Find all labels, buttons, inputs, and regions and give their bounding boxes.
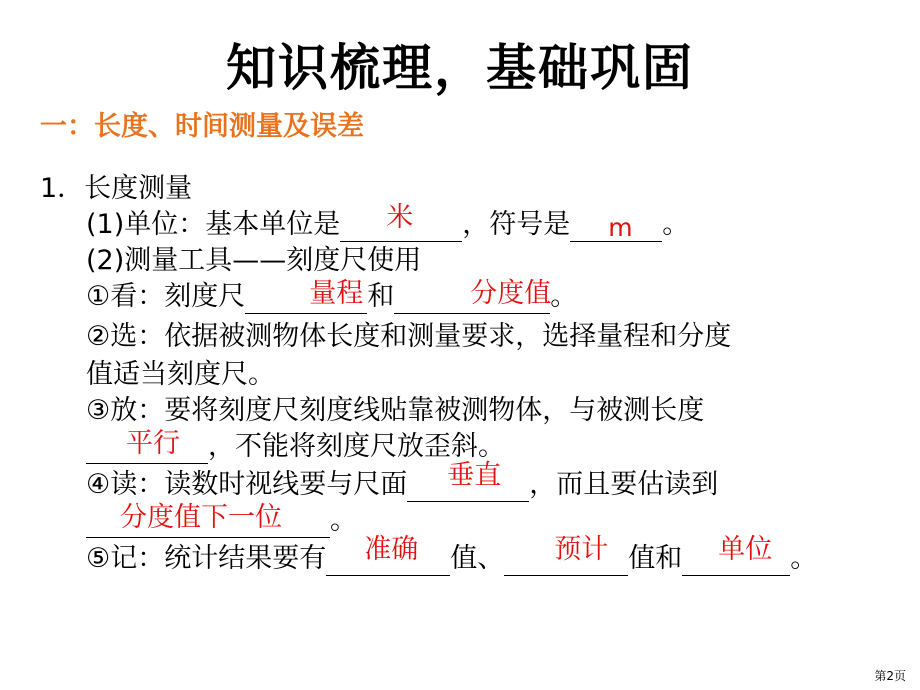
place-line-2 [86,430,505,464]
symbol-blank [570,211,662,242]
section-heading: 一：长度、时间测量及误差 [40,111,364,142]
page-number: 第2页 [874,669,906,683]
look-line [86,280,577,314]
range-blank [245,278,367,314]
record-line-text-b: 值、 [450,543,505,574]
division-answer: 分度值 [470,278,552,309]
estimated-answer: 预计 [554,534,609,565]
place-line-2-text: ，不能将刻度尺放歪斜。 [208,431,505,462]
look-line-text-a: ①看：刻度尺 [86,281,246,312]
choose-line-1: ②选：依据被测物体长度和测量要求，选择量程和分度 [86,321,732,352]
read-line-2-text: 。 [330,505,357,536]
page-title: 知识梳理，基础巩固 [226,39,694,97]
vertical-answer: 垂直 [447,460,502,491]
record-line-text-c: 值和 [628,543,683,574]
next-division-answer: 分度值下一位 [120,502,282,533]
choose-line-2: 值适当刻度尺。 [86,359,275,390]
record-line-text-d: 。 [790,543,818,574]
unit-value-answer: 单位 [718,534,773,565]
range-answer: 量程 [309,278,364,309]
unit-answer: 米 [386,202,414,233]
tool-line: (2)测量工具——刻度尺使用 [86,245,422,276]
read-line-1-text-a: ④读：读数时视线要与尺面 [86,469,408,500]
look-line-text-b: 和 [367,281,395,312]
unit-line-text-b: ，符号是 [462,209,571,240]
unit-blank [340,202,462,242]
division-blank [394,278,552,314]
read-line-1 [86,460,719,502]
unit-line-text-a: (1)单位：基本单位是 [86,209,341,240]
item-length-measurement: 1．长度测量 [40,173,193,204]
parallel-blank [86,428,208,464]
estimated-blank [504,534,628,576]
place-line-1: ③放：要将刻度尺刻度线贴靠被测物体，与被测长度 [86,395,705,426]
vertical-blank [407,460,529,502]
record-line-text-a: ⑤记：统计结果要有 [86,543,327,574]
read-line-1-text-b: ，而且要估读到 [529,469,719,500]
next-division-blank [86,502,330,538]
unit-line-text-c: 。 [662,209,690,240]
accurate-answer: 准确 [364,534,419,565]
look-line-text-c: 。 [550,281,578,312]
unit-line [86,202,690,242]
read-line-2 [86,504,357,538]
parallel-answer: 平行 [126,428,180,459]
unit-value-blank [682,534,790,576]
accurate-blank [326,534,450,576]
symbol-answer: m [608,213,633,242]
record-line [86,534,818,576]
